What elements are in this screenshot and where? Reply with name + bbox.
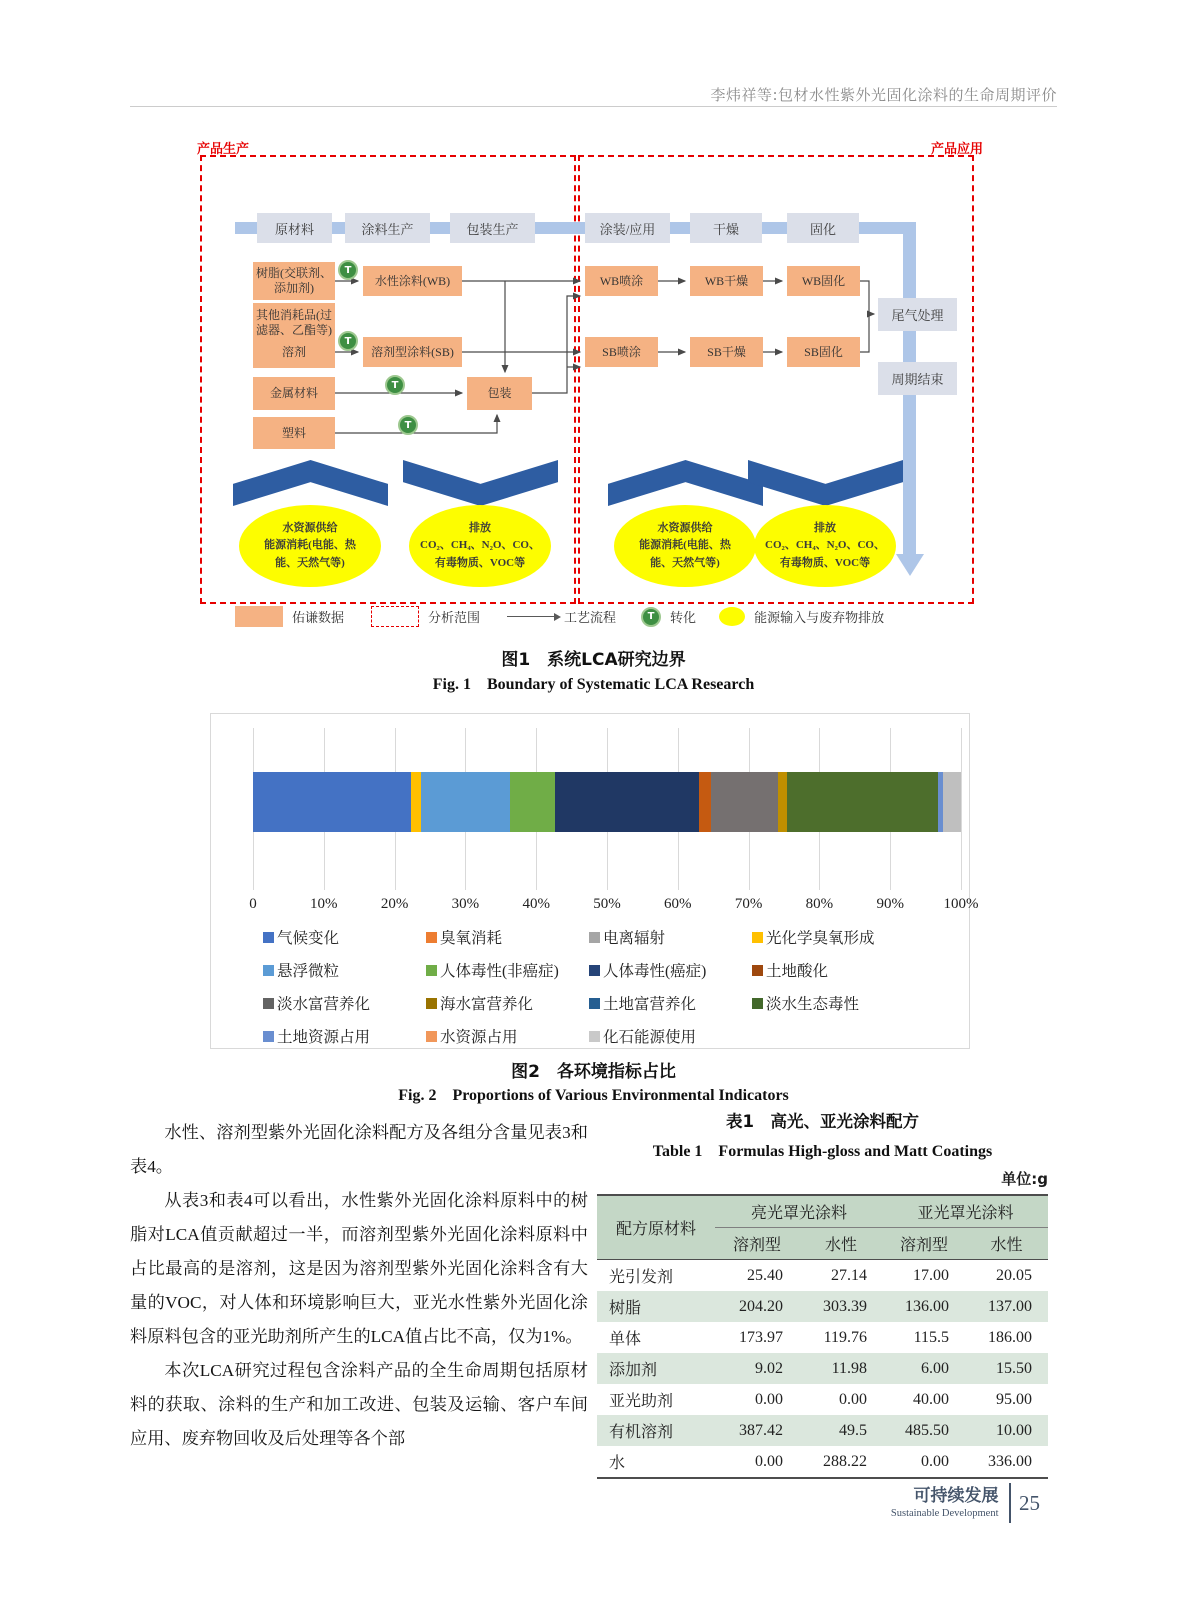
row-header: 水	[609, 1455, 626, 1472]
node-cycle-end: 周期结束	[878, 362, 957, 395]
chart-legend	[263, 926, 957, 1047]
cell-value: 49.5	[839, 1421, 867, 1439]
chart-legend-item	[752, 959, 957, 981]
bar-segment-人体毒性(癌症)	[555, 772, 699, 832]
transform-icon: T	[338, 260, 358, 280]
table1-sub-header: 溶剂型	[715, 1228, 799, 1260]
figure2-caption-cn: 图2 各环境指标占比	[511, 1062, 676, 1082]
bubble-line: CO₂、CH₄、N₂O、CO、	[765, 539, 885, 552]
node-waterborne-coating: 水性涂料(WB)	[363, 266, 462, 296]
running-head: 李炜祥等:包材水性紫外光固化涂料的生命周期评价	[710, 86, 1057, 104]
chart-legend-item	[589, 959, 752, 981]
journal-name-cn: 可持续发展	[913, 1485, 999, 1506]
cell-value: 288.22	[823, 1452, 867, 1470]
legend-label: 土地富营养化	[603, 996, 697, 1013]
x-tick-label: 40%	[522, 896, 550, 912]
bubble-line: 水资源供给	[282, 522, 338, 535]
x-tick-label: 70%	[734, 896, 763, 912]
bubble-line: 能源消耗(电能、热	[264, 539, 356, 552]
bar-segment-淡水生态毒性	[787, 772, 937, 832]
figure2-stacked-bar-chart	[210, 713, 979, 1049]
legend-label: 臭氧消耗	[440, 930, 503, 947]
paragraph: 本次LCA研究过程包含涂料产品的全生命周期包括原材料的获取、涂料的生产和加工改进、包装及运输、客户车间应用、废弃物回收及后处理等各个部	[130, 1361, 588, 1448]
legend-swatch-icon	[589, 965, 600, 976]
figure1-caption-cn: 图1 系统LCA研究边界	[501, 650, 686, 670]
legend-label: 淡水生态毒性	[766, 996, 860, 1013]
legend-label: 气候变化	[277, 930, 340, 947]
journal-name-en: Sustainable Development	[890, 1507, 999, 1519]
table1-group-header: 亮光罩光涂料	[715, 1195, 883, 1228]
table1	[597, 1194, 1048, 1479]
legend-label: 土地酸化	[766, 963, 829, 980]
legend-dashed-box-icon	[371, 606, 419, 627]
page-footer	[760, 1483, 1040, 1523]
chart-legend-item	[752, 992, 957, 1014]
cell-value: 485.50	[905, 1421, 949, 1439]
bubble-energy-input	[614, 505, 756, 587]
cell-value: 17.00	[913, 1266, 949, 1284]
node-resin: 树脂(交联剂、添加剂)	[253, 262, 335, 300]
table-row	[597, 1446, 1048, 1478]
node-metal: 金属材料	[253, 377, 335, 410]
paragraph: 水性、溶剂型紫外光固化涂料配方及各组分含量见表3和表4。	[130, 1123, 588, 1176]
cell-value: 11.98	[831, 1359, 867, 1377]
table-row	[597, 1353, 1048, 1384]
chart-legend-item	[263, 926, 426, 948]
cell-value: 115.5	[913, 1328, 949, 1346]
legend-swatch-icon	[263, 1031, 274, 1042]
chart-legend-item	[426, 926, 589, 948]
table-row	[597, 1322, 1048, 1353]
legend-swatch-icon	[752, 965, 763, 976]
stage-drying: 干燥	[690, 213, 762, 243]
cell-value: 15.50	[996, 1359, 1032, 1377]
row-header: 树脂	[609, 1300, 642, 1317]
bar-segment-淡水富营养化	[711, 772, 778, 832]
chart-legend-item	[426, 959, 589, 981]
cell-value: 0.00	[921, 1452, 949, 1470]
x-tick-label: 20%	[380, 896, 409, 912]
legend-label: 水资源占用	[440, 1029, 518, 1046]
cell-value: 20.05	[996, 1266, 1032, 1284]
gridline	[961, 728, 962, 890]
bubble-line: CO₂、CH₄、N₂O、CO、	[420, 539, 540, 552]
node-packaging: 包装	[467, 377, 532, 410]
transform-icon: T	[385, 375, 405, 395]
table-row	[597, 1291, 1048, 1322]
legend-arrow-icon	[507, 616, 555, 617]
chart-legend-item	[426, 1025, 589, 1047]
node-wb-dry: WB干燥	[690, 266, 763, 296]
figure2-caption-en: Fig. 2 Proportions of Various Environmental Indicators	[398, 1087, 789, 1104]
cell-value: 137.00	[988, 1297, 1032, 1315]
table-row	[597, 1415, 1048, 1446]
legend-swatch-icon	[426, 932, 437, 943]
cell-value: 27.14	[831, 1266, 867, 1284]
table1-area	[597, 1108, 1048, 1479]
table1-unit: 单位:g	[1001, 1170, 1048, 1188]
table-row	[597, 1260, 1048, 1292]
chart-x-axis	[249, 896, 979, 916]
legend-label: 电离辐射	[603, 930, 666, 947]
x-tick-label: 30%	[451, 896, 480, 912]
node-sb-spray: SB喷涂	[585, 337, 658, 367]
stage-raw-materials: 原材料	[257, 213, 332, 243]
cell-value: 0.00	[755, 1452, 783, 1470]
legend-label: 人体毒性(非癌症)	[440, 963, 559, 980]
legend-label: 化石能源使用	[603, 1029, 697, 1046]
bubble-emissions	[754, 505, 896, 587]
legend-label: 土地资源占用	[277, 1029, 371, 1046]
chart-legend-item	[263, 1025, 426, 1047]
chart-legend-item	[263, 959, 426, 981]
bar-segment-化石能源使用	[943, 772, 961, 832]
legend-swatch-icon	[589, 998, 600, 1009]
cell-value: 119.76	[823, 1328, 867, 1346]
legend-label: 淡水富营养化	[277, 996, 371, 1013]
cell-value: 40.00	[913, 1390, 949, 1408]
table1-caption-cn: 表1 高光、亚光涂料配方	[726, 1112, 919, 1131]
node-sb-cure: SB固化	[787, 337, 860, 367]
chart-legend-item	[752, 926, 957, 948]
footer-divider	[1009, 1483, 1012, 1523]
legend-swatch-icon	[589, 932, 600, 943]
bubble-line: 有毒物质、VOC等	[434, 556, 526, 569]
x-tick-label: 0	[249, 896, 257, 912]
legend-label: 转化	[670, 610, 697, 625]
legend-swatch-icon	[752, 998, 763, 1009]
body-text-column	[130, 1116, 588, 1456]
bubble-line: 能、天然气等)	[275, 556, 345, 569]
table-row	[597, 1384, 1048, 1415]
process-band-arrowhead	[896, 554, 924, 576]
cell-value: 204.20	[739, 1297, 783, 1315]
x-tick-label: 10%	[310, 896, 338, 912]
node-sb-dry: SB干燥	[690, 337, 763, 367]
legend-label: 光化学臭氧形成	[766, 930, 875, 947]
cell-value: 25.40	[747, 1266, 783, 1284]
bubble-line: 有毒物质、VOC等	[779, 556, 871, 569]
stage-curing: 固化	[787, 213, 859, 243]
x-tick-label: 50%	[593, 896, 621, 912]
cell-value: 186.00	[988, 1328, 1032, 1346]
bubble-line: 能源消耗(电能、热	[639, 539, 731, 552]
legend-swatch-icon	[263, 965, 274, 976]
legend-label: 分析范围	[428, 610, 481, 625]
row-header: 单体	[609, 1331, 642, 1348]
table1-sub-header: 水性	[965, 1228, 1048, 1260]
node-exhaust-treatment: 尾气处理	[878, 298, 957, 331]
legend-swatch-icon	[426, 965, 437, 976]
legend-swatch-icon	[589, 1031, 600, 1042]
legend-label: 海水富营养化	[440, 996, 534, 1013]
legend-label: 能源输入与废弃物排放	[754, 610, 885, 625]
bubble-line: 能、天然气等)	[650, 556, 720, 569]
bar-segment-悬浮微粒	[421, 772, 510, 832]
table1-body	[597, 1260, 1048, 1479]
chart-legend-item	[426, 992, 589, 1014]
header-divider	[130, 106, 1057, 107]
region-label-application: 产品应用	[930, 141, 983, 156]
figure1-legend	[235, 606, 957, 627]
figure1-lca-boundary-diagram	[195, 138, 985, 643]
x-tick-label: 60%	[664, 896, 692, 912]
legend-swatch-icon	[426, 998, 437, 1009]
row-header: 亚光助剂	[609, 1393, 674, 1410]
stage-packaging-production: 包装生产	[450, 213, 535, 243]
stage-application: 涂装/应用	[585, 213, 670, 243]
figure1-caption-en: Fig. 1 Boundary of Systematic LCA Research	[432, 676, 755, 693]
table1-sub-header: 溶剂型	[883, 1228, 965, 1260]
bar-segment-气候变化	[253, 772, 411, 832]
bubble-emissions	[409, 505, 551, 587]
chart-plot	[253, 728, 961, 890]
table1-caption-en: Table 1 Formulas High-gloss and Matt Coatings	[652, 1143, 993, 1160]
bubble-line: 排放	[814, 522, 836, 535]
bubble-energy-input	[239, 505, 381, 587]
bar-segment-人体毒性(非癌症)	[510, 772, 555, 832]
table1-group-header: 亚光罩光涂料	[883, 1195, 1048, 1228]
page-number: 25	[1019, 1490, 1040, 1515]
legend-swatch-icon	[263, 998, 274, 1009]
legend-label: 佑谦数据	[292, 610, 345, 625]
transform-icon: T	[398, 415, 418, 435]
chart-legend-item	[589, 926, 752, 948]
stacked-bar	[253, 772, 961, 832]
bubble-line: 水资源供给	[657, 522, 713, 535]
cell-value: 6.00	[921, 1359, 949, 1377]
x-tick-label: 100%	[943, 896, 979, 912]
table1-stub-header: 配方原材料	[597, 1195, 715, 1260]
x-tick-label: 90%	[876, 896, 904, 912]
cell-value: 0.00	[755, 1390, 783, 1408]
chart-legend-item	[589, 1025, 752, 1047]
row-header: 有机溶剂	[609, 1424, 674, 1441]
legend-label: 工艺流程	[564, 610, 617, 625]
row-header: 添加剂	[609, 1362, 658, 1379]
journal-name	[891, 1487, 999, 1519]
cell-value: 387.42	[739, 1421, 783, 1439]
paragraph: 从表3和表4可以看出，水性紫外光固化涂料原料中的树脂对LCA值贡献超过一半，而溶剂型紫外光固化涂料原料中占比最高的是溶剂，这是因为溶剂型紫外光固化涂料含有大量的VOC，对人体和环境影响巨大，亚光水性紫外光固化涂料原料包含的亚光助剂所产生的LCA值占比不高，仅为1%。	[130, 1191, 588, 1346]
cell-value: 303.39	[823, 1297, 867, 1315]
legend-swatch-icon	[426, 1031, 437, 1042]
node-wb-cure: WB固化	[787, 266, 860, 296]
bar-segment-海水富营养化	[778, 772, 787, 832]
legend-label: 悬浮微粒	[277, 963, 340, 980]
legend-orange-box-icon	[235, 606, 283, 627]
cell-value: 173.97	[739, 1328, 783, 1346]
stage-coating-production: 涂料生产	[345, 213, 430, 243]
row-header: 光引发剂	[609, 1269, 674, 1286]
cell-value: 336.00	[988, 1452, 1032, 1470]
cell-value: 136.00	[905, 1297, 949, 1315]
cell-value: 10.00	[996, 1421, 1032, 1439]
node-plastic: 塑料	[253, 417, 335, 449]
table1-sub-header: 水性	[799, 1228, 883, 1260]
node-wb-spray: WB喷涂	[585, 266, 658, 296]
chart-legend-item	[263, 992, 426, 1014]
transform-icon: T	[338, 331, 358, 351]
legend-transform-icon: T	[641, 607, 661, 627]
x-tick-label: 80%	[805, 896, 834, 912]
node-solventborne-coating: 溶剂型涂料(SB)	[363, 337, 462, 367]
node-solvent: 溶剂	[253, 337, 335, 368]
legend-yellow-circle-icon	[719, 607, 745, 626]
legend-swatch-icon	[752, 932, 763, 943]
cell-value: 0.00	[839, 1390, 867, 1408]
legend-swatch-icon	[263, 932, 274, 943]
bar-segment-土地酸化	[699, 772, 711, 832]
cell-value: 95.00	[996, 1390, 1032, 1408]
bubble-line: 排放	[469, 522, 491, 535]
region-label-production: 产品生产	[197, 141, 250, 156]
node-consumables: 其他消耗品(过滤器、乙酯等)	[253, 303, 335, 343]
chart-legend-item	[589, 992, 752, 1014]
cell-value: 9.02	[755, 1359, 783, 1377]
legend-label: 人体毒性(癌症)	[603, 963, 707, 980]
bar-segment-光化学臭氧形成	[411, 772, 421, 832]
